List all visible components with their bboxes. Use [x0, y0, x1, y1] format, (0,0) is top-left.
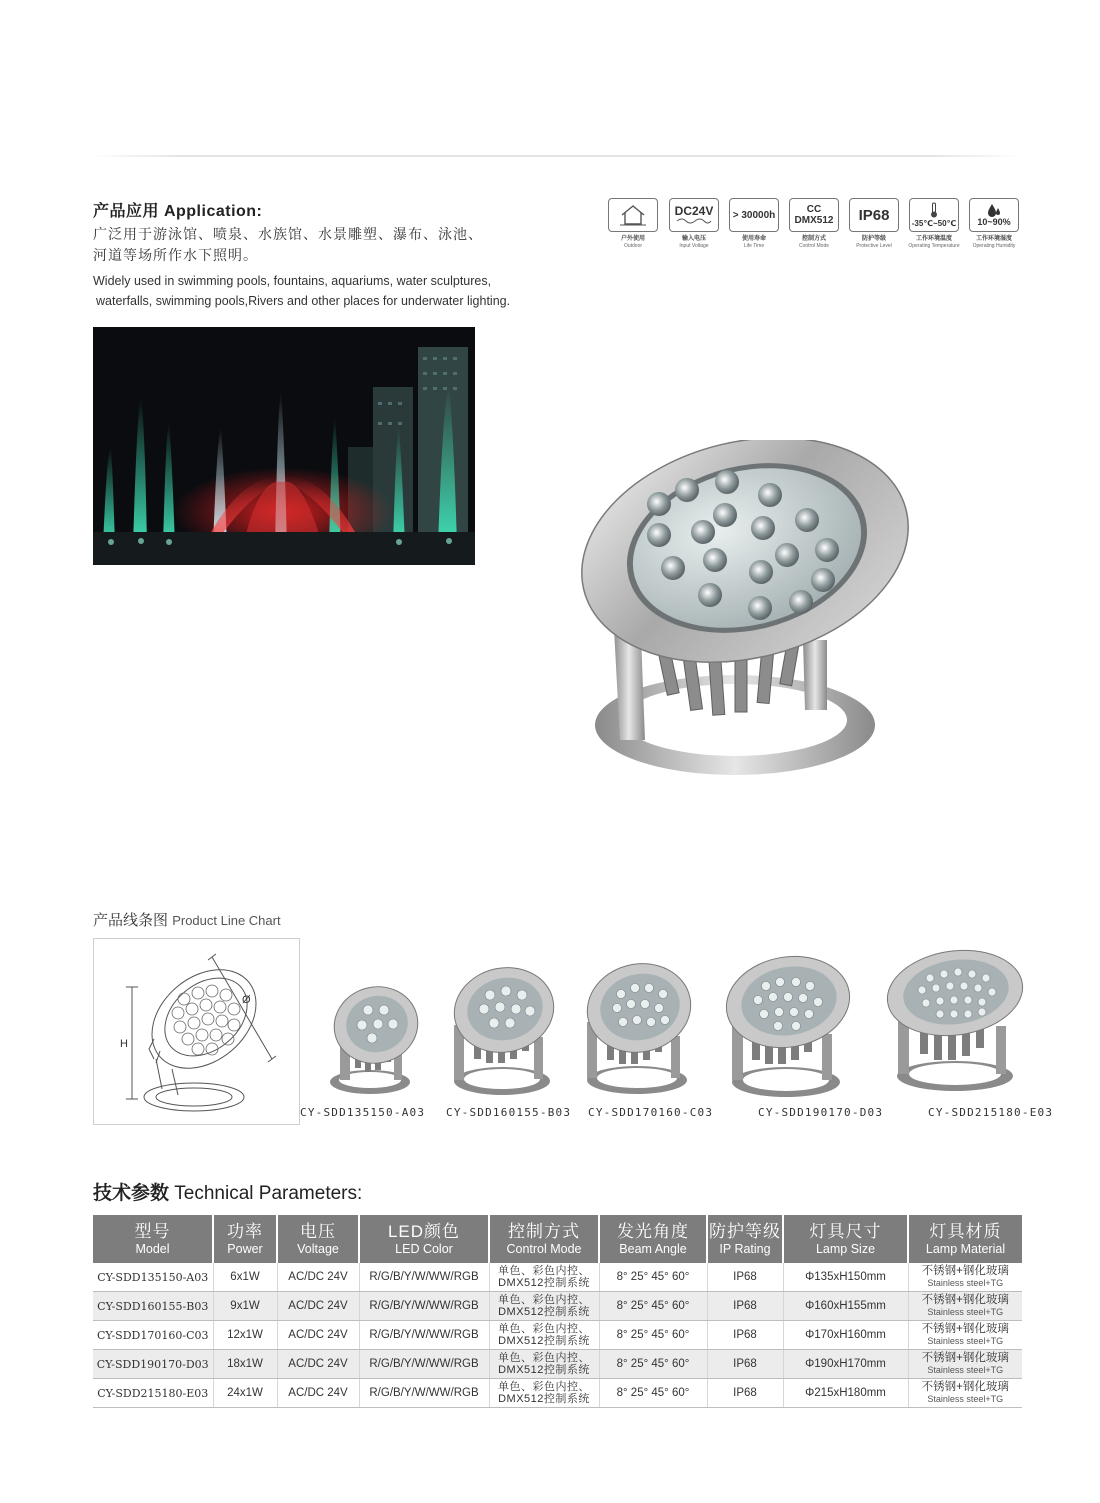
application-title: 产品应用 Application:	[93, 203, 263, 220]
spec-voltage-cn: 输入电压	[681, 236, 706, 242]
spec-voltage-en: Input Voltage	[679, 243, 709, 249]
spec-humidity-cn: 工作环境湿度	[975, 236, 1012, 242]
cell-size: Φ135xH150mm	[783, 1263, 908, 1292]
spec-ip-en: Protective Level	[856, 243, 892, 249]
cell-color: R/G/B/Y/W/WW/RGB	[359, 1292, 489, 1321]
cell-size: Φ190xH170mm	[783, 1350, 908, 1379]
cell-power: 18x1W	[213, 1350, 277, 1379]
cell-material: 不锈钢+钢化玻璃 Stainless steel+TG	[908, 1292, 1022, 1321]
spec-outdoor-cn: 户外使用	[620, 236, 645, 242]
header-model: 型号 Model	[93, 1215, 213, 1263]
cell-ip: IP68	[707, 1350, 783, 1379]
spec-temperature-cn: 工作环境温度	[915, 236, 952, 242]
spec-outdoor-en: Outdoor	[623, 243, 643, 249]
spec-humidity	[967, 198, 1021, 250]
application-en-line-1: Widely used in swimming pools, fountains, aquariums, water sculptures,	[93, 274, 492, 288]
dimension-drawing	[93, 938, 300, 1125]
cell-size: Φ170xH160mm	[783, 1321, 908, 1350]
cell-control: 单色、彩色内控、 DMX512控制系统	[489, 1379, 599, 1408]
spec-temperature	[907, 198, 961, 250]
top-divider	[88, 155, 1024, 157]
application-cn-line-2: 河道等场所作水下照明。	[93, 247, 258, 263]
cell-size: Φ160xH155mm	[783, 1292, 908, 1321]
spec-humidity-en: Operating Humidity	[972, 243, 1016, 249]
cell-control: 单色、彩色内控、 DMX512控制系统	[489, 1263, 599, 1292]
outdoor-house-icon	[608, 198, 658, 232]
voltage-wave-icon	[669, 198, 719, 232]
cell-voltage: AC/DC 24V	[277, 1350, 359, 1379]
life-time-icon	[729, 198, 779, 232]
product-line-title-cn: 产品线条图	[93, 912, 169, 929]
header-lamp-material: 灯具材质 Lamp Material	[908, 1215, 1022, 1263]
cell-model: CY-SDD215180-E03	[93, 1379, 213, 1408]
cell-voltage: AC/DC 24V	[277, 1263, 359, 1292]
model-label-b03: CY-SDD160155-B03	[446, 1106, 572, 1119]
cell-voltage: AC/DC 24V	[277, 1292, 359, 1321]
cell-material: 不锈钢+钢化玻璃 Stainless steel+TG	[908, 1350, 1022, 1379]
cell-power: 9x1W	[213, 1292, 277, 1321]
spec-temperature-value: -35℃~50℃	[911, 218, 957, 228]
technical-title-cn: 技术参数	[93, 1183, 170, 1204]
cell-model: CY-SDD190170-D03	[93, 1350, 213, 1379]
cell-control: 单色、彩色内控、 DMX512控制系统	[489, 1321, 599, 1350]
lamp-product-photo	[565, 440, 925, 785]
header-beam-angle: 发光角度 Beam Angle	[599, 1215, 707, 1263]
cell-ip: IP68	[707, 1379, 783, 1408]
spec-ip-value: IP68	[858, 206, 890, 224]
header-voltage: 电压 Voltage	[277, 1215, 359, 1263]
spec-life-time	[727, 198, 781, 250]
model-lamp-b03	[440, 965, 565, 1100]
spec-life-en: Life Time	[743, 243, 765, 249]
table-row	[93, 1379, 1022, 1408]
model-label-c03: CY-SDD170160-C03	[588, 1106, 714, 1119]
model-label-d03: CY-SDD190170-D03	[758, 1106, 884, 1119]
cell-beam: 8° 25° 45° 60°	[599, 1263, 707, 1292]
spec-outdoor	[606, 198, 660, 250]
cell-power: 24x1W	[213, 1379, 277, 1408]
cell-material: 不锈钢+钢化玻璃 Stainless steel+TG	[908, 1379, 1022, 1408]
model-lamp-e03	[880, 948, 1030, 1098]
fountain-photo	[93, 327, 475, 565]
cell-model: CY-SDD170160-C03	[93, 1321, 213, 1350]
model-lamp-a03	[310, 980, 430, 1100]
cell-beam: 8° 25° 45° 60°	[599, 1292, 707, 1321]
cell-material: 不锈钢+钢化玻璃 Stainless steel+TG	[908, 1321, 1022, 1350]
technical-parameters-title	[93, 1178, 362, 1205]
model-label-e03: CY-SDD215180-E03	[928, 1106, 1054, 1119]
cell-model: CY-SDD160155-B03	[93, 1292, 213, 1321]
application-en-line-2: waterfalls, swimming pools,Rivers and other places for underwater lighting.	[96, 294, 511, 308]
product-line-chart-title	[93, 909, 281, 930]
cell-color: R/G/B/Y/W/WW/RGB	[359, 1321, 489, 1350]
product-line-title-en: Product Line Chart	[172, 913, 281, 928]
spec-control-en: Control Mode	[798, 243, 829, 249]
spec-life-cn: 使用寿命	[741, 236, 766, 242]
spec-humidity-value: 10~90%	[977, 216, 1011, 227]
cell-beam: 8° 25° 45° 60°	[599, 1321, 707, 1350]
spec-control-value-1: CC	[806, 204, 822, 215]
cell-beam: 8° 25° 45° 60°	[599, 1379, 707, 1408]
ip-rating-icon	[849, 198, 899, 232]
model-lamp-c03	[575, 960, 700, 1100]
cell-power: 12x1W	[213, 1321, 277, 1350]
spec-control-cn: 控制方式	[801, 236, 826, 242]
cell-voltage: AC/DC 24V	[277, 1321, 359, 1350]
spec-icons	[606, 198, 1026, 258]
header-power: 功率 Power	[213, 1215, 277, 1263]
technical-parameters-table	[93, 1215, 1022, 1408]
model-label-a03: CY-SDD135150-A03	[300, 1106, 426, 1119]
header-ip-rating: 防护等级 IP Rating	[707, 1215, 783, 1263]
spec-life-value: > 30000h	[732, 209, 776, 221]
table-row	[93, 1292, 1022, 1321]
cell-color: R/G/B/Y/W/WW/RGB	[359, 1263, 489, 1292]
spec-ip	[847, 198, 901, 250]
cell-ip: IP68	[707, 1321, 783, 1350]
cell-power: 6x1W	[213, 1263, 277, 1292]
header-led-color: LED颜色 LED Color	[359, 1215, 489, 1263]
header-control-mode: 控制方式 Control Mode	[489, 1215, 599, 1263]
spec-ip-cn: 防护等级	[861, 236, 886, 242]
cell-ip: IP68	[707, 1292, 783, 1321]
header-lamp-size: 灯具尺寸 Lamp Size	[783, 1215, 908, 1263]
table-row	[93, 1263, 1022, 1292]
spec-temperature-en: Operating Temperature	[908, 243, 960, 249]
cell-color: R/G/B/Y/W/WW/RGB	[359, 1350, 489, 1379]
spec-voltage-value: DC24V	[674, 203, 714, 218]
dim-h-label: H	[120, 1038, 128, 1050]
cell-control: 单色、彩色内控、 DMX512控制系统	[489, 1350, 599, 1379]
dim-d-label: Ø	[242, 994, 251, 1006]
table-row	[93, 1321, 1022, 1350]
humidity-drop-icon	[969, 198, 1019, 232]
cell-color: R/G/B/Y/W/WW/RGB	[359, 1379, 489, 1408]
cell-ip: IP68	[707, 1263, 783, 1292]
application-description-cn	[93, 224, 533, 266]
application-cn-line-1: 广泛用于游泳馆、喷泉、水族馆、水景雕塑、瀑布、泳池、	[93, 226, 483, 242]
model-lamp-d03	[718, 952, 858, 1102]
spec-control-value-2: DMX512	[794, 215, 834, 226]
cell-size: Φ215xH180mm	[783, 1379, 908, 1408]
cell-voltage: AC/DC 24V	[277, 1379, 359, 1408]
technical-title-en: Technical Parameters:	[174, 1183, 363, 1204]
table-row	[93, 1350, 1022, 1379]
thermometer-icon	[909, 198, 959, 232]
spec-control	[787, 198, 841, 250]
table-header-row	[93, 1215, 1022, 1263]
control-mode-icon	[789, 198, 839, 232]
cell-model: CY-SDD135150-A03	[93, 1263, 213, 1292]
spec-voltage	[667, 198, 721, 250]
application-description-en	[93, 271, 553, 311]
cell-control: 单色、彩色内控、 DMX512控制系统	[489, 1292, 599, 1321]
cell-beam: 8° 25° 45° 60°	[599, 1350, 707, 1379]
cell-material: 不锈钢+钢化玻璃 Stainless steel+TG	[908, 1263, 1022, 1292]
